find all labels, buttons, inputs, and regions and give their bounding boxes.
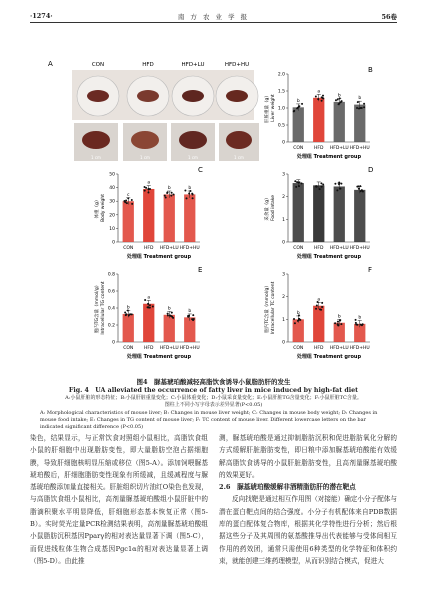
data-point (321, 306, 323, 308)
data-point (360, 324, 362, 326)
category-label: HFD+LU (159, 346, 179, 351)
data-point (188, 192, 190, 194)
panel-letter: B (368, 66, 373, 74)
data-point (340, 323, 342, 325)
data-point (129, 313, 131, 315)
body-column-right (219, 432, 397, 567)
y-tick-label: 50 (109, 172, 115, 178)
y-tick-label: 0.5 (277, 123, 285, 129)
bar (184, 194, 195, 242)
paragraph: 测，脲基琥珀酸是通过抑制脂肪沉积和促进脂肪氧化分解的方式缓解肝脏脂肪变性，即日粮中添加脲基琥珀酸能有效缓解高脂饮食诱导的小鼠肝脏脂肪变性，且高剂量脲基琥珀酸的效果更好。 (219, 434, 397, 479)
y-tick-label: 0.4 (107, 306, 115, 312)
data-point (147, 191, 149, 193)
data-point (298, 319, 300, 321)
x-axis-label: 处理组 Treatment group (126, 254, 192, 260)
y-tick-label: 10 (109, 226, 115, 232)
group-label: HFD (142, 62, 154, 68)
data-point (170, 195, 172, 197)
y-tick-label: 30 (109, 199, 115, 205)
category-label: HFD+HU (179, 346, 200, 351)
liver-closeup-sample (82, 131, 110, 149)
category-label: CON (293, 146, 304, 151)
scale-bar-label: 1 cm (188, 155, 198, 160)
data-point (296, 181, 298, 183)
caption-legend-cn: A:小鼠肝脏的形态特征；B:小鼠肝脏重量变化；C:小鼠体重变化；D:小鼠采食量变化；E:小鼠肝脏TG含量变化；F:小鼠肝脏TC含量。 (65, 395, 362, 401)
panel-c (93, 166, 203, 260)
y-tick-label: 40 (109, 186, 115, 192)
y-tick-label: 0 (282, 140, 285, 146)
significance-letter: b (126, 305, 130, 311)
data-point (339, 188, 341, 190)
data-point (301, 103, 303, 105)
header-rule (30, 22, 397, 23)
data-point (338, 181, 340, 183)
bar (184, 317, 195, 342)
panel-e (93, 266, 202, 360)
category-label: HFD+HU (349, 246, 370, 251)
data-point (356, 107, 358, 109)
data-point (173, 193, 175, 195)
y-axis-label-en: Food intake (271, 194, 276, 222)
category-label: CON (293, 346, 304, 351)
y-tick-label: 20 (109, 213, 115, 219)
panel-letter: C (198, 166, 203, 174)
data-point (338, 103, 340, 105)
bar (123, 201, 134, 242)
liver-closeup-sample (179, 131, 207, 149)
significance-letter: b (358, 96, 362, 102)
data-point (363, 106, 365, 108)
category-label: HFD (314, 146, 324, 151)
y-axis-label-en: Liver weight (271, 94, 276, 122)
volume-label: 56卷 (381, 13, 397, 21)
data-point (316, 304, 318, 306)
data-point (125, 314, 127, 316)
y-tick-label: 1 (282, 317, 285, 323)
bar (334, 186, 345, 242)
category-label: HFD+LU (329, 146, 349, 151)
bar (313, 306, 324, 342)
data-point (356, 324, 358, 326)
significance-letter: b (188, 186, 192, 191)
category-label: HFD+LU (329, 246, 349, 251)
y-tick-label: 1 (282, 217, 285, 223)
data-point (301, 182, 303, 184)
caption-title-cn: 图4 脲基琥珀酸减轻高脂饮食诱导小鼠脂肪肝的发生 (136, 378, 291, 386)
significance-letter: a (317, 89, 321, 95)
significance-letter: a (147, 295, 151, 301)
significance-letter: b (296, 98, 300, 104)
y-axis-label-cn: 胞内TG含量（mmol/g） (95, 282, 100, 334)
data-point (295, 186, 297, 188)
data-point (322, 95, 324, 97)
panel-d (263, 166, 373, 260)
y-tick-label: 0.2 (107, 323, 115, 329)
category-label: HFD+LU (329, 346, 349, 351)
data-point (144, 190, 146, 192)
data-point (319, 188, 321, 190)
paragraph: 反向找靶是通过相互作用图（对接能）确定小分子配体与潜在蛋白靶点间的结合强度。小分子有机配体来自PDB数据库的蛋白配体复合物库，根据其化学特性进行分析；然后根据这些分子及其周围的氨基酸推导出代表能够与受体间相互作用的药效团，通常只需使用6种类型的化学特征和体积约束，就能创建三维药理模型，从而识别结合模式，促进大 (219, 495, 397, 565)
data-point (167, 191, 169, 193)
data-point (356, 186, 358, 188)
panel-letter: E (198, 266, 203, 274)
data-point (315, 308, 317, 310)
data-point (298, 105, 300, 107)
y-tick-label: 0 (282, 340, 285, 346)
panel-a (48, 60, 259, 161)
data-point (131, 199, 133, 201)
data-point (359, 107, 361, 109)
data-point (184, 190, 186, 192)
y-tick-label: 0 (112, 340, 115, 346)
category-label: CON (293, 246, 304, 251)
section-heading: 2.6 脲基琥珀酸缓解非酒精脂肪肝的潜在靶点 (219, 483, 356, 492)
data-point (192, 314, 194, 316)
data-point (293, 318, 295, 320)
data-point (335, 99, 337, 101)
caption-title-en: Fig. 4 UA alleviated the occurrence of fatty liver in mice induced by high-fat diet (68, 387, 359, 394)
data-point (126, 202, 128, 204)
panel-letter: F (368, 266, 373, 274)
group-label-hfd-lu (182, 62, 205, 68)
x-axis-label: 处理组 Treatment group (296, 354, 362, 360)
bar (143, 189, 154, 242)
liver-closeup-sample (131, 131, 159, 149)
y-axis-label-en: Intracellular TC content (271, 281, 276, 335)
y-axis-label-cn: 体重（g） (95, 197, 100, 219)
data-point (192, 193, 194, 195)
data-point (339, 320, 341, 322)
data-point (334, 183, 336, 185)
data-point (293, 110, 295, 112)
y-tick-label: 3 (282, 172, 285, 178)
x-axis-label: 处理组 Treatment group (126, 354, 192, 360)
data-point (170, 315, 172, 317)
liver-sample (87, 90, 109, 102)
bar (164, 194, 175, 242)
bar (293, 107, 304, 142)
data-point (297, 107, 299, 109)
data-point (147, 303, 149, 305)
significance-letter: b (358, 315, 362, 321)
data-point (192, 197, 194, 199)
y-axis-label-en: Intracellular TG content (101, 281, 106, 335)
data-point (337, 324, 339, 326)
y-axis-label-cn: 采食量（g） (265, 195, 270, 221)
group-label-hfd-hu (225, 62, 249, 68)
data-point (149, 304, 151, 306)
y-tick-label: 0 (282, 240, 285, 246)
panel-a-letter: A (48, 60, 53, 68)
caption-legend-en: A: Morphological characteristics of mouse liver; B: Changes in mouse liver weight; C: Changes in mouse body weight; D: Changes in mouse food intake; E: Changes in TG content of mouse liver; F: TC content of mouse liver. Different lowercase letters on the bar indicated significant difference (P<0.05) (40, 410, 378, 430)
data-point (340, 183, 342, 185)
data-point (172, 317, 174, 319)
data-point (294, 322, 296, 324)
significance-letter: b (337, 314, 341, 320)
data-point (360, 190, 362, 192)
category-label: HFD (314, 346, 324, 351)
data-point (363, 103, 365, 105)
x-axis-label: 处理组 Treatment group (296, 254, 362, 260)
significance-letter: b (167, 306, 171, 312)
paragraph: 染色，结果显示，与正常饮食对照组小鼠相比，高脂饮食组小鼠的肝细胞中出现脂肪变性，即大量脂肪空泡占据细胞膜，导致肝细胞核明显压缩或移位（图5-A）。添加饲喂脲基琥珀酸后，肝细胞脂肪变性现象有所缓减，且缓减程度与脲基琥珀酸添加量直接相关。肝脏组织切片油红O染色也发现，与高脂饮食组小鼠相比，高剂量脲基琥珀酸组小鼠肝脏中的脂滴积聚水平明显降低，肝细胞形态基本恢复正常（图5-B）。实时荧光定量PCR检测结果表明，高剂量脲基琥珀酸组小鼠脂肪沉积基因Pparγ的相对表达量显著下调（图5-C），而促进线粒体生物合成基因Pgc1α的相对表达量显著上调（图5-D）。由此推 (30, 434, 208, 565)
bar (313, 98, 324, 142)
significance-letter: b (188, 308, 192, 314)
group-label-con (92, 62, 104, 68)
bar (354, 190, 365, 242)
data-point (171, 192, 173, 194)
body-column-left (30, 432, 208, 567)
y-axis-label-en: Body weight (101, 194, 106, 222)
panel-f (263, 266, 372, 360)
y-tick-label: 2 (282, 195, 285, 201)
bar (313, 185, 324, 242)
y-axis-label-cn: 胞内TC含量（mmol/g） (265, 283, 270, 333)
data-point (147, 306, 149, 308)
liver-closeups (74, 123, 259, 161)
data-point (322, 97, 324, 99)
journal-name: 南 方 农 业 学 报 (177, 13, 250, 21)
category-label: HFD (144, 346, 154, 351)
data-point (149, 307, 151, 309)
bar (293, 183, 304, 242)
data-point (321, 302, 323, 304)
data-point (147, 188, 149, 190)
category-label: CON (123, 246, 134, 251)
data-point (321, 100, 323, 102)
category-label: CON (123, 346, 134, 351)
data-point (124, 312, 126, 314)
y-tick-label: 3 (282, 272, 285, 278)
liver-closeup-sample (226, 131, 252, 149)
y-tick-label: 2.0 (277, 72, 285, 78)
data-point (338, 183, 340, 185)
bar (143, 304, 154, 342)
data-point (319, 308, 321, 310)
group-label: HFD+HU (224, 62, 250, 68)
data-point (337, 98, 339, 100)
scale-bar-label: 1 cm (234, 155, 244, 160)
data-point (358, 188, 360, 190)
data-point (320, 182, 322, 184)
category-label: HFD+HU (349, 346, 370, 351)
bar (123, 314, 134, 342)
y-tick-label: 0.6 (107, 289, 115, 295)
category-label: HFD+LU (159, 246, 179, 251)
data-point (357, 101, 359, 103)
data-point (359, 185, 361, 187)
data-point (298, 185, 300, 187)
significance-letter: b (296, 310, 300, 316)
data-point (336, 189, 338, 191)
data-point (321, 186, 323, 188)
panel-b (263, 66, 373, 160)
data-point (355, 319, 357, 321)
data-point (334, 322, 336, 324)
category-label: HFD (144, 246, 154, 251)
y-tick-label: 2 (282, 295, 285, 301)
group-label-hfd (142, 62, 154, 68)
data-point (144, 299, 146, 301)
data-point (322, 183, 324, 185)
data-point (165, 197, 167, 199)
figure-4 (30, 30, 397, 390)
group-label: CON (91, 62, 105, 68)
data-point (315, 186, 317, 188)
category-label: HFD+HU (349, 146, 370, 151)
y-tick-label: 1.5 (277, 89, 285, 95)
figure-caption (40, 378, 387, 431)
data-point (152, 305, 154, 307)
significance-letter: b (337, 93, 341, 99)
data-point (299, 181, 301, 183)
scale-bar-label: 1 cm (91, 155, 101, 160)
y-axis-label-cn: 肝脏重量（g） (265, 93, 270, 123)
scale-bar-label: 1 cm (140, 155, 150, 160)
data-point (294, 180, 296, 182)
category-label: HFD (314, 246, 324, 251)
significance-letter: a (317, 297, 321, 303)
data-point (340, 101, 342, 103)
data-point (317, 98, 319, 100)
significance-letter: b (167, 186, 171, 191)
data-point (131, 203, 133, 205)
y-tick-label: 1.0 (277, 106, 285, 112)
significance-letter: a (147, 180, 151, 186)
bar (354, 105, 365, 142)
liver-sample (182, 90, 204, 102)
data-point (193, 318, 195, 320)
data-point (167, 315, 169, 317)
data-point (164, 195, 166, 197)
category-label: HFD+HU (179, 246, 200, 251)
data-point (315, 95, 317, 97)
data-point (187, 316, 189, 318)
liver-sample (137, 90, 159, 102)
data-point (167, 313, 169, 315)
data-point (144, 186, 146, 188)
liver-sample (226, 90, 248, 102)
group-label: HFD+LU (181, 62, 205, 68)
x-axis-label: 处理组 Treatment group (296, 154, 362, 160)
y-tick-label: 0 (112, 240, 115, 246)
y-tick-label: 0.8 (107, 272, 115, 278)
panel-letter: D (368, 166, 374, 174)
page-number: ·1274· (30, 12, 53, 20)
data-point (337, 321, 339, 323)
data-point (186, 197, 188, 199)
data-point (171, 312, 173, 314)
caption-legend-cn2: 图柱上不同小写字母表示差异显著(P<0.05) (164, 402, 263, 408)
bar (334, 102, 345, 142)
significance-letter: c (127, 192, 130, 198)
